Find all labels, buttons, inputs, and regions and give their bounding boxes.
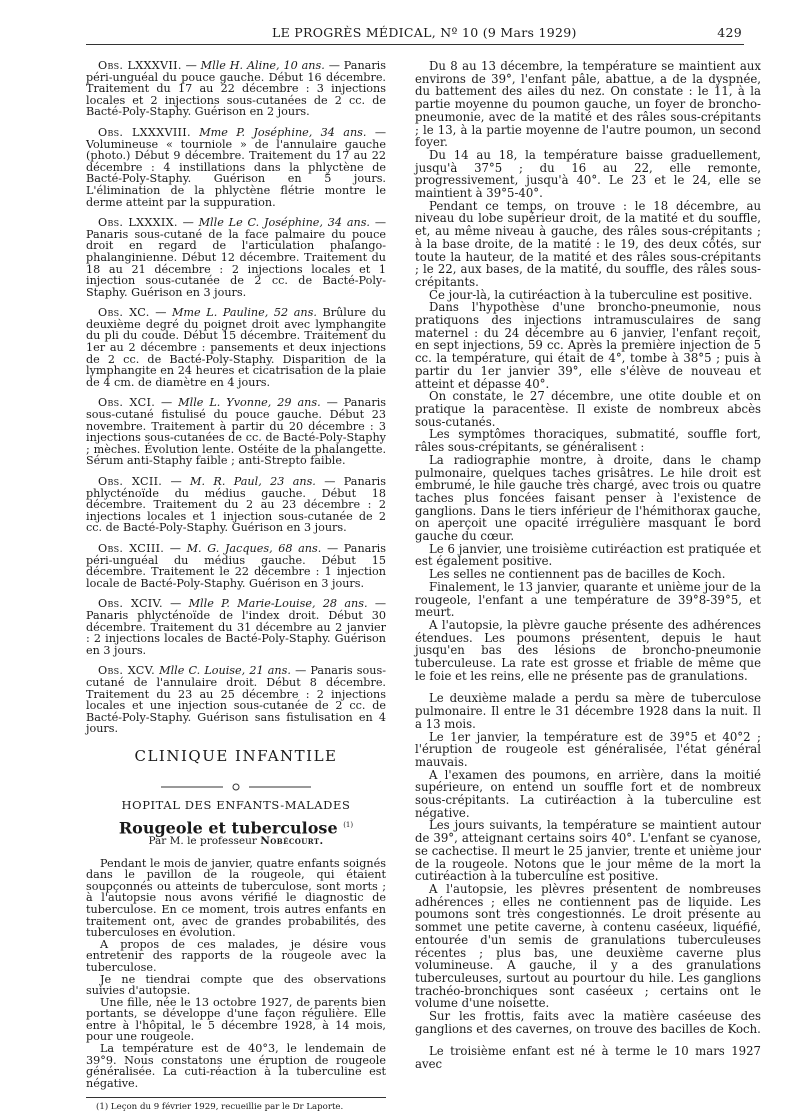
paragraph: Le 1er janvier, la température est de 39°5 et 40°2 ; l'éruption de rougeole est généralisée, l'état général mauvais. [415, 729, 761, 769]
running-header [86, 22, 744, 45]
paragraph: Le 6 janvier, une troisième cutiréaction est pratiquée et est également positive. [415, 541, 761, 569]
paragraph: Dans l'hypothèse d'une broncho-pneumonie, nous pratiquons des injections intramusculaires de sang maternel : du 24 décembre au 6 janvier, l'enfant reçoit, en sept injections, 59 cc. Après la première injection de 5 cc. la température, qui était de 4°, tombe à 38°5 ; puis à partir du 1er janvier 39°, elle s'élève de nouveau et atteint et dépasse 40°. [415, 300, 761, 391]
observation-text: — Volumineuse « tourniole » de l'annulaire gauche (photo.) Début 9 décembre. Traitement du 17 au 22 décembre : 4 instillations dans la phlyctène de Bacté-Poly-Staphy. Guérison en 5 jours. L'élimination de la phlyctène flétrie montre le derme atteint par la suppuration. [86, 125, 386, 209]
paragraph: Le troisième enfant est né à terme le 10 mars 1927 avec [415, 1044, 761, 1072]
observation-patient: — Mme L. Pauline, 52 ans. [155, 306, 317, 320]
byline-author: Nobécourt. [260, 834, 324, 847]
observation-number: Obs. XCV. [98, 664, 155, 678]
paragraph: Du 8 au 13 décembre, la température se maintient aux environs de 39°, l'enfant pâle, abattue, a de la dyspnée, du battement des ailes du nez. On constate : le 11, à la partie moyenne du poumon gauche, un foyer de broncho-pneumonie, avec de la matité et des râles sous-crépitants ; le 13, à la partie moyenne de l'autre poumon, un second foyer. [415, 59, 761, 150]
article-title [86, 818, 386, 838]
paragraph: Les symptômes thoraciques, submatité, souffle fort, râles sous-crépitants, se généralisent : [415, 427, 761, 455]
observation-patient: — Mlle P. Marie-Louise, 28 ans. [170, 597, 368, 611]
observation-patient: — Mlle L. Yvonne, 29 ans. [161, 396, 321, 410]
paragraph: Du 14 au 18, la température baisse graduellement, jusqu'à 37°5 ; du 16 au 22, elle remonte, progressivement, jusqu'à 40°. Le 23 et le 24, elle se maintient à 39°5-40°. [415, 147, 761, 201]
journal-title: LE PROGRÈS MÉDICAL, Nº 10 (9 Mars 1929) [272, 25, 577, 40]
paragraph: Ce jour-là, la cutiréaction à la tuberculine est positive. [429, 287, 753, 302]
observation-entry [86, 397, 386, 467]
paragraph: Finalement, le 13 janvier, quarante et unième jour de la rougeole, l'enfant a une température de 39°8-39°5, et meurt. [415, 579, 761, 620]
observation-entry [86, 598, 386, 656]
observation-patient: — Mlle H. Aline, 10 ans. [185, 59, 325, 72]
paragraph: Pendant ce temps, on trouve : le 18 décembre, au niveau du lobe supérieur droit, de la matité et du souffle, et, au même niveau à gauche, des râles sous-crépitants ; à la base droite, de la matité : le 19, des deux côtés, sur toute la hauteur, de la matité et des râles sous-crépitants ; le 22, aux bases, de la matité, du souffle, des râles sous-crépitants. [415, 198, 761, 289]
paragraph: A propos de ces malades, je désire vous entretenir des rapports de la rougeole avec la tuberculose. [86, 937, 386, 974]
paragraph: Une fille, née le 13 octobre 1927, de parents bien portants, se développe d'une façon régulière. Elle entre à l'hôpital, le 5 décembre 1928, à 14 mois, pour une rougeole. [86, 995, 386, 1044]
observation-text: — Panaris sous-cutané de la face palmaire du pouce droit en regard de l'articulation phalango-phalanginienne. Début 12 décembre. Traitement du 18 au 21 décembre : 2 injections locales et 1 injection sous-cutanée de 2 cc. de Bacté-Poly-Staphy. Guérison en 3 jours. [86, 216, 387, 299]
observation-text: — Panaris sous-cutané de l'annulaire droit. Début 8 décembre. Traitement du 23 au 25 décembre : 2 injections locales et une injection sous-cutanée de 2 cc. de Bacté-Poly-Staphy. Guérison sans fistulisation en 4 jours. [86, 664, 386, 736]
article-body-right [415, 60, 761, 1071]
byline-prefix: Par M. le professeur [148, 834, 257, 847]
observation-number: Obs. XC. [98, 306, 150, 320]
observation-entry [86, 60, 386, 118]
observation-text: — Panaris péri-unguéal du médius gauche. Début 15 décembre. Traitement le 22 décembre : 1 injection locale de Bacté-Poly-Staphy. Guérison en 3 jours. [86, 541, 386, 590]
paragraph: Je ne tiendrai compte que des observations suivies d'autopsie. [86, 972, 386, 998]
paragraph: Le deuxième malade a perdu sa mère de tuberculose pulmonaire. Il entre le 31 décembre 1928 dans la nuit. Il a 13 mois. [415, 691, 761, 731]
observation-text: — Panaris péri-unguéal du pouce gauche. Début 16 décembre. Traitement du 17 au 22 décembre : 3 injections locales et 2 injections sous-cutanées de 2 cc. de Bacté-Poly-Staphy. Guérison en 2 jours. [86, 59, 387, 119]
observation-entry [86, 665, 386, 735]
byline [86, 836, 386, 848]
observation-patient: — Mlle Le C. Joséphine, 34 ans. [182, 216, 370, 230]
paragraph: On constate, le 27 décembre, une otite double et on pratique la paracentèse. Il existe de nombreux abcès sous-cutanés. [415, 389, 761, 429]
paragraph: La radiographie montre, à droite, dans le champ pulmonaire, quelques taches grisâtres. Le hile droit est embrumé, le hile gauche très chargé, avec trois ou quatre taches plus foncées faisant penser à l'existence de ganglions. Dans le tiers inférieur de l'hémithorax gauche, on aperçoit une opacité irrégulière masquant le bord gauche du cœur. [415, 452, 761, 544]
hospital-name: HOPITAL DES ENFANTS-MALADES [121, 798, 351, 813]
observation-patient: Mlle C. Louise, 21 ans. [159, 664, 291, 678]
observation-entry [86, 307, 386, 388]
observation-number: Obs. XCIII. [98, 541, 165, 555]
left-column [86, 60, 386, 1114]
paragraph: Sur les frottis, faits avec la matière caséeuse des ganglions et des cavernes, on trouve des bacilles de Koch. [415, 1009, 761, 1036]
observation-entry [86, 127, 386, 208]
observation-text: — Panaris phlycténoïde de l'index droit. Début 30 décembre. Traitement du 31 décembre au 2 janvier : 2 injections locales de Bacté-Poly-Staphy. Guérison en 3 jours. [86, 597, 386, 657]
section-title: CLINIQUE INFANTILE [134, 746, 338, 765]
observation-entry [86, 543, 386, 589]
observation-text: — Panaris sous-cutané fistulisé du pouce gauche. Début 23 novembre. Traitement à partir du 20 décembre : 3 injections sous-cutanées de cc. de Bacté-Poly-Staphy ; mèches. Évolution lente. Ostéite de la phalangette. Sérum anti-Staphy faible ; anti-Strepto faible. [86, 396, 387, 468]
observation-number: Obs. XCII. [98, 475, 163, 488]
observation-patient: — M. G. Jacques, 68 ans. [169, 541, 322, 555]
observation-number: Obs. LXXXVIII. [98, 125, 191, 139]
footnote: (1) Leçon du 9 février 1929, recueillie par le Dr Laporte. [96, 1102, 344, 1113]
paragraph: Les jours suivants, la température se maintient autour de 39°, atteignant certains soirs 40°. L'enfant se cyanose, se cachectise. Il meurt le 25 janvier, trente et unième jour de la rougeole. Notons que le jour même de la mort la cutiréaction à la tuberculine est positive. [415, 818, 761, 884]
observation-number: Obs. LXXXIX. [98, 216, 178, 230]
observation-patient: — M. R. Paul, 23 ans. [170, 475, 316, 488]
observation-entry [86, 476, 386, 534]
paragraph: Les selles ne contiennent pas de bacilles de Koch. [429, 567, 726, 582]
article-title-text: Rougeole et tuberculose [118, 818, 338, 838]
section-ornament [161, 782, 311, 792]
observation-text: Brûlure du deuxième degré du poignet droit avec lymphangite du pli du coude. Début 15 décembre. Traitement du 1er au 2 décembre : pansements et deux injections de 2 cc. de Bacté-Poly-Staphy. Disparition de la lymphangite en 24 heures et cicatrisation de la plaie de 4 cm. de diamètre en 4 jours. [86, 306, 387, 389]
observation-list [86, 60, 386, 735]
observation-text: — Panaris phlycténoïde du médius gauche. Début 18 décembre. Traitement du 2 au 23 décembre : 2 injections locales et 1 injection sous-cutanée de 2 cc. de Bacté-Poly-Staphy. Guérison en 3 jours. [86, 475, 387, 535]
observation-patient: Mme P. Joséphine, 34 ans. [199, 125, 367, 139]
paragraph: A l'autopsie, la plèvre gauche présente des adhérences étendues. Les poumons présentent, depuis le haut jusqu'en bas des lésions de broncho-pneumonie tuberculeuse. La rate est grosse et friable de même que le foie et les reins, elle ne présente pas de granulations. [415, 617, 761, 683]
right-column [415, 60, 761, 1071]
article-body-left [86, 858, 386, 1090]
page-number: 429 [717, 25, 742, 40]
paragraph: A l'autopsie, les plèvres présentent de nombreuses adhérences ; elles ne contiennent pas de liquide. Les poumons sont très congestionnés. Le droit présente au sommet une petite caverne, à contenu caséeux, liquéfié, entourée d'un semis de granulations tuberculeuses récentes ; plus bas, une deuxième caverne plus volumineuse. A gauche, il y a des granulations tuberculeuses, surtout au pourtour du hile. Les ganglions trachéo-bronchiques sont caséeux ; certains ont le volume d'une noisette. [415, 882, 761, 1011]
paragraph: La température est de 40°3, le lendemain de 39°9. Nous constatons une éruption de rougeole généralisée. La cuti-réaction à la tuberculine est négative. [86, 1042, 386, 1090]
observation-number: Obs. XCI. [98, 396, 156, 410]
paragraph: A l'examen des poumons, en arrière, dans la moitié supérieure, on entend un souffle fort et de nombreux sous-crépitants. La cutiréaction à la tuberculine est négative. [415, 767, 761, 820]
observation-number: Obs. LXXXVII. [98, 59, 182, 72]
paragraph: Pendant le mois de janvier, quatre enfants soignés dans le pavillon de la rougeole, qui étaient soupçonnés ou atteints de tuberculose, sont morts ; à l'autopsie nous avons vérifié le diagnostic de tuberculose. En ce moment, trois autres enfants en traitement ont, avec de grandes probabilités, des tuberculoses en évolution. [86, 856, 386, 940]
footnote-mark: (1) [343, 821, 354, 830]
observation-number: Obs. XCIV. [98, 597, 163, 611]
footnote-rule [86, 1097, 386, 1098]
observation-entry [86, 217, 386, 298]
